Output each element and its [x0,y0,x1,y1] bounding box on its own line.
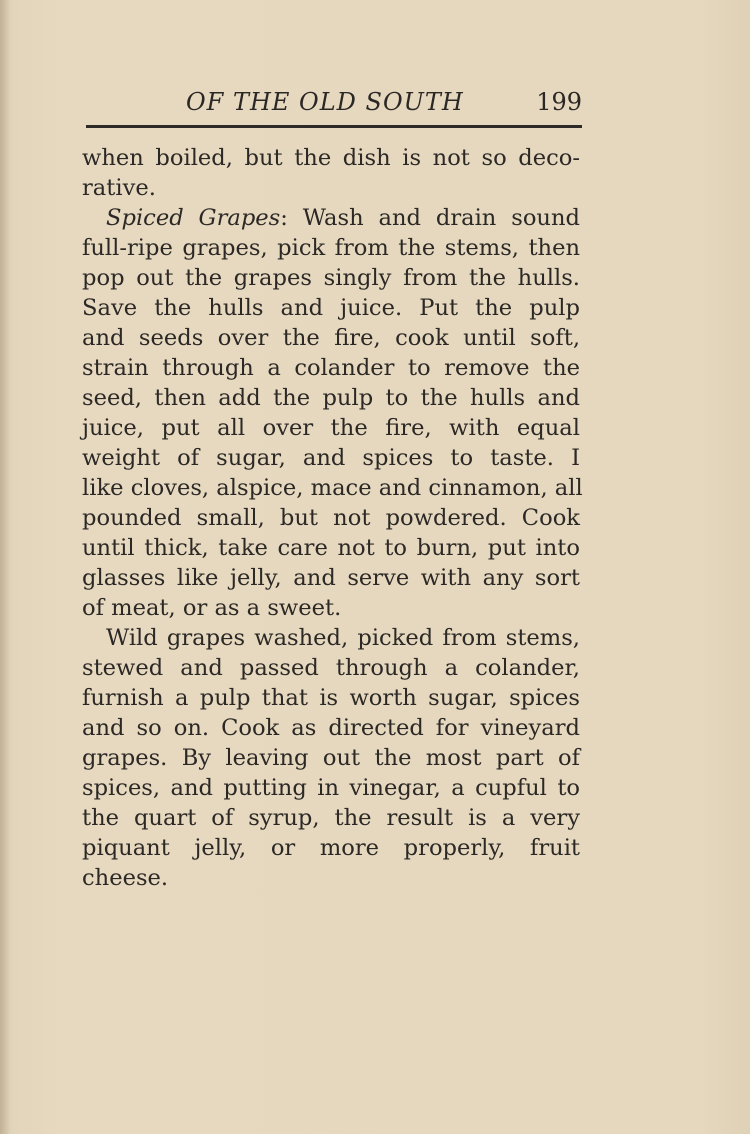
text-line: grapes. By leaving out the most part of [82,745,580,771]
header-rule [86,125,582,128]
text-line: cheese. [82,865,169,891]
text-line: weight of sugar, and spices to taste. I [82,445,580,471]
text-fragment: : Wash and drain sound [280,205,580,231]
text-line: furnish a pulp that is worth sugar, spices [82,685,580,711]
text-line: Wild grapes washed, picked from stems, [106,625,580,651]
text-line: of meat, or as a sweet. [82,595,342,621]
gutter-shadow [0,0,10,1134]
text-line: seed, then add the pulp to the hulls and [82,385,580,411]
text-line: piquant jelly, or more properly, fruit [82,835,580,861]
text-line: full-ripe grapes, pick from the stems, then [82,235,580,261]
recipe-title: Spiced Grapes [106,205,281,231]
text-line: pounded small, but not powdered. Cook [82,505,580,531]
text-line: glasses like jelly, and serve with any sort [82,565,580,591]
text-line: the quart of syrup, the result is a very [82,805,580,831]
text-line: until thick, take care not to burn, put into [82,535,580,561]
page-number: 199 [536,88,582,116]
text-line: pop out the grapes singly from the hulls. [82,265,580,291]
page-header [86,86,582,122]
text-line: stewed and passed through a colander, [82,655,580,681]
body-text [82,143,583,893]
text-line: rative. [82,175,156,201]
running-head: OF THE OLD SOUTH [186,88,464,116]
text-line: like cloves, alspice, mace and cinnamon, all [82,475,583,501]
text-line: and so on. Cook as directed for vineyard [82,715,580,741]
text-line: strain through a colander to remove the [82,355,580,381]
text-line: when boiled, but the dish is not so deco- [82,145,580,171]
text-line: Save the hulls and juice. Put the pulp [82,295,580,321]
text-line [82,203,580,233]
text-line: spices, and putting in vinegar, a cupful to [82,775,580,801]
text-line: juice, put all over the fire, with equal [82,415,580,441]
text-line: and seeds over the fire, cook until soft, [82,325,580,351]
